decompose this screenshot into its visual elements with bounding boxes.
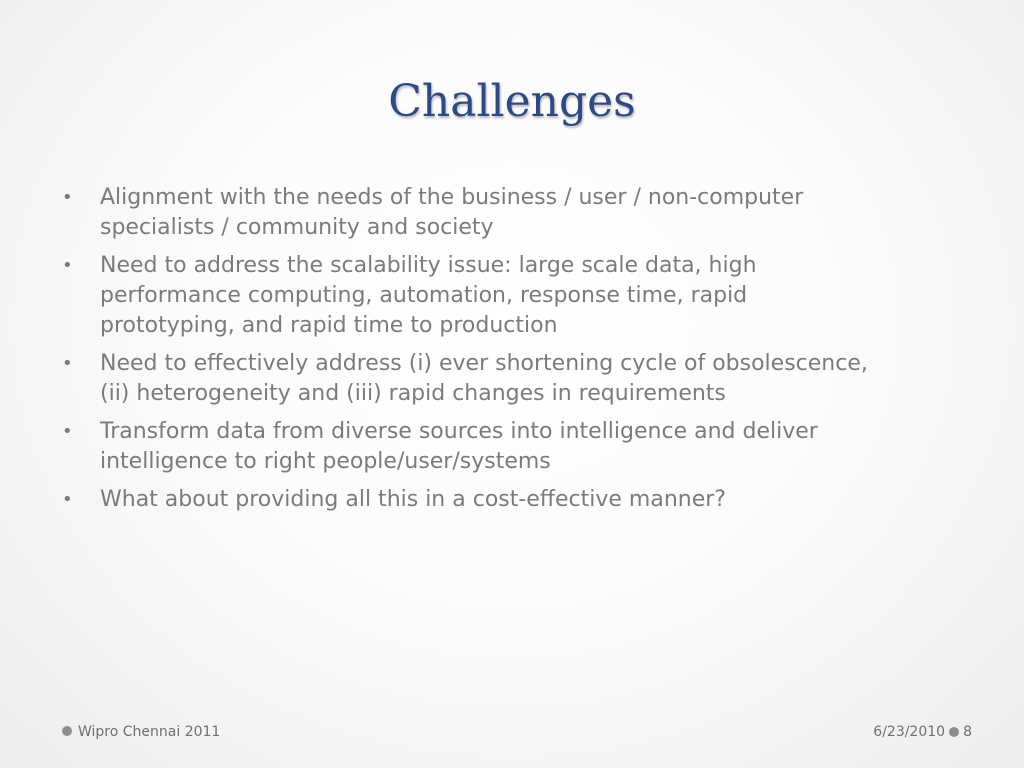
bullet-dot-icon: • — [62, 353, 73, 374]
bullet-dot-icon: • — [62, 421, 73, 442]
bullet-dot-icon: • — [62, 187, 73, 208]
slide-title: Challenges — [388, 76, 636, 127]
footer-left — [62, 722, 220, 742]
bullet-item — [62, 485, 882, 515]
footer-organization: Wipro Chennai 2011 — [78, 724, 221, 740]
bullet-item — [62, 417, 882, 477]
bullet-text: What about providing all this in a cost-effective manner? — [100, 487, 726, 512]
bullet-text: Alignment with the needs of the business / user / non-computer specialists / community and society — [100, 185, 804, 240]
bullet-item — [62, 251, 882, 341]
footer-dot-icon — [949, 727, 959, 737]
bullet-item — [62, 183, 882, 243]
footer-right — [873, 722, 972, 742]
bullet-list — [62, 183, 882, 523]
bullet-dot-icon: • — [62, 255, 73, 276]
bullet-text: Need to address the scalability issue: large scale data, high performance computing, automation, response time, rapid prototyping, and rapid time to production — [100, 253, 757, 338]
bullet-item — [62, 349, 882, 409]
bullet-dot-icon: • — [62, 489, 73, 510]
bullet-text: Transform data from diverse sources into intelligence and deliver intelligence to right people/user/systems — [100, 419, 818, 474]
footer-date: 6/23/2010 — [873, 724, 946, 740]
slide-number: 8 — [963, 724, 972, 740]
footer-dot-icon — [62, 726, 72, 736]
bullet-text: Need to effectively address (i) ever shortening cycle of obsolescence, (ii) heterogeneity and (iii) rapid changes in requirements — [100, 351, 868, 406]
